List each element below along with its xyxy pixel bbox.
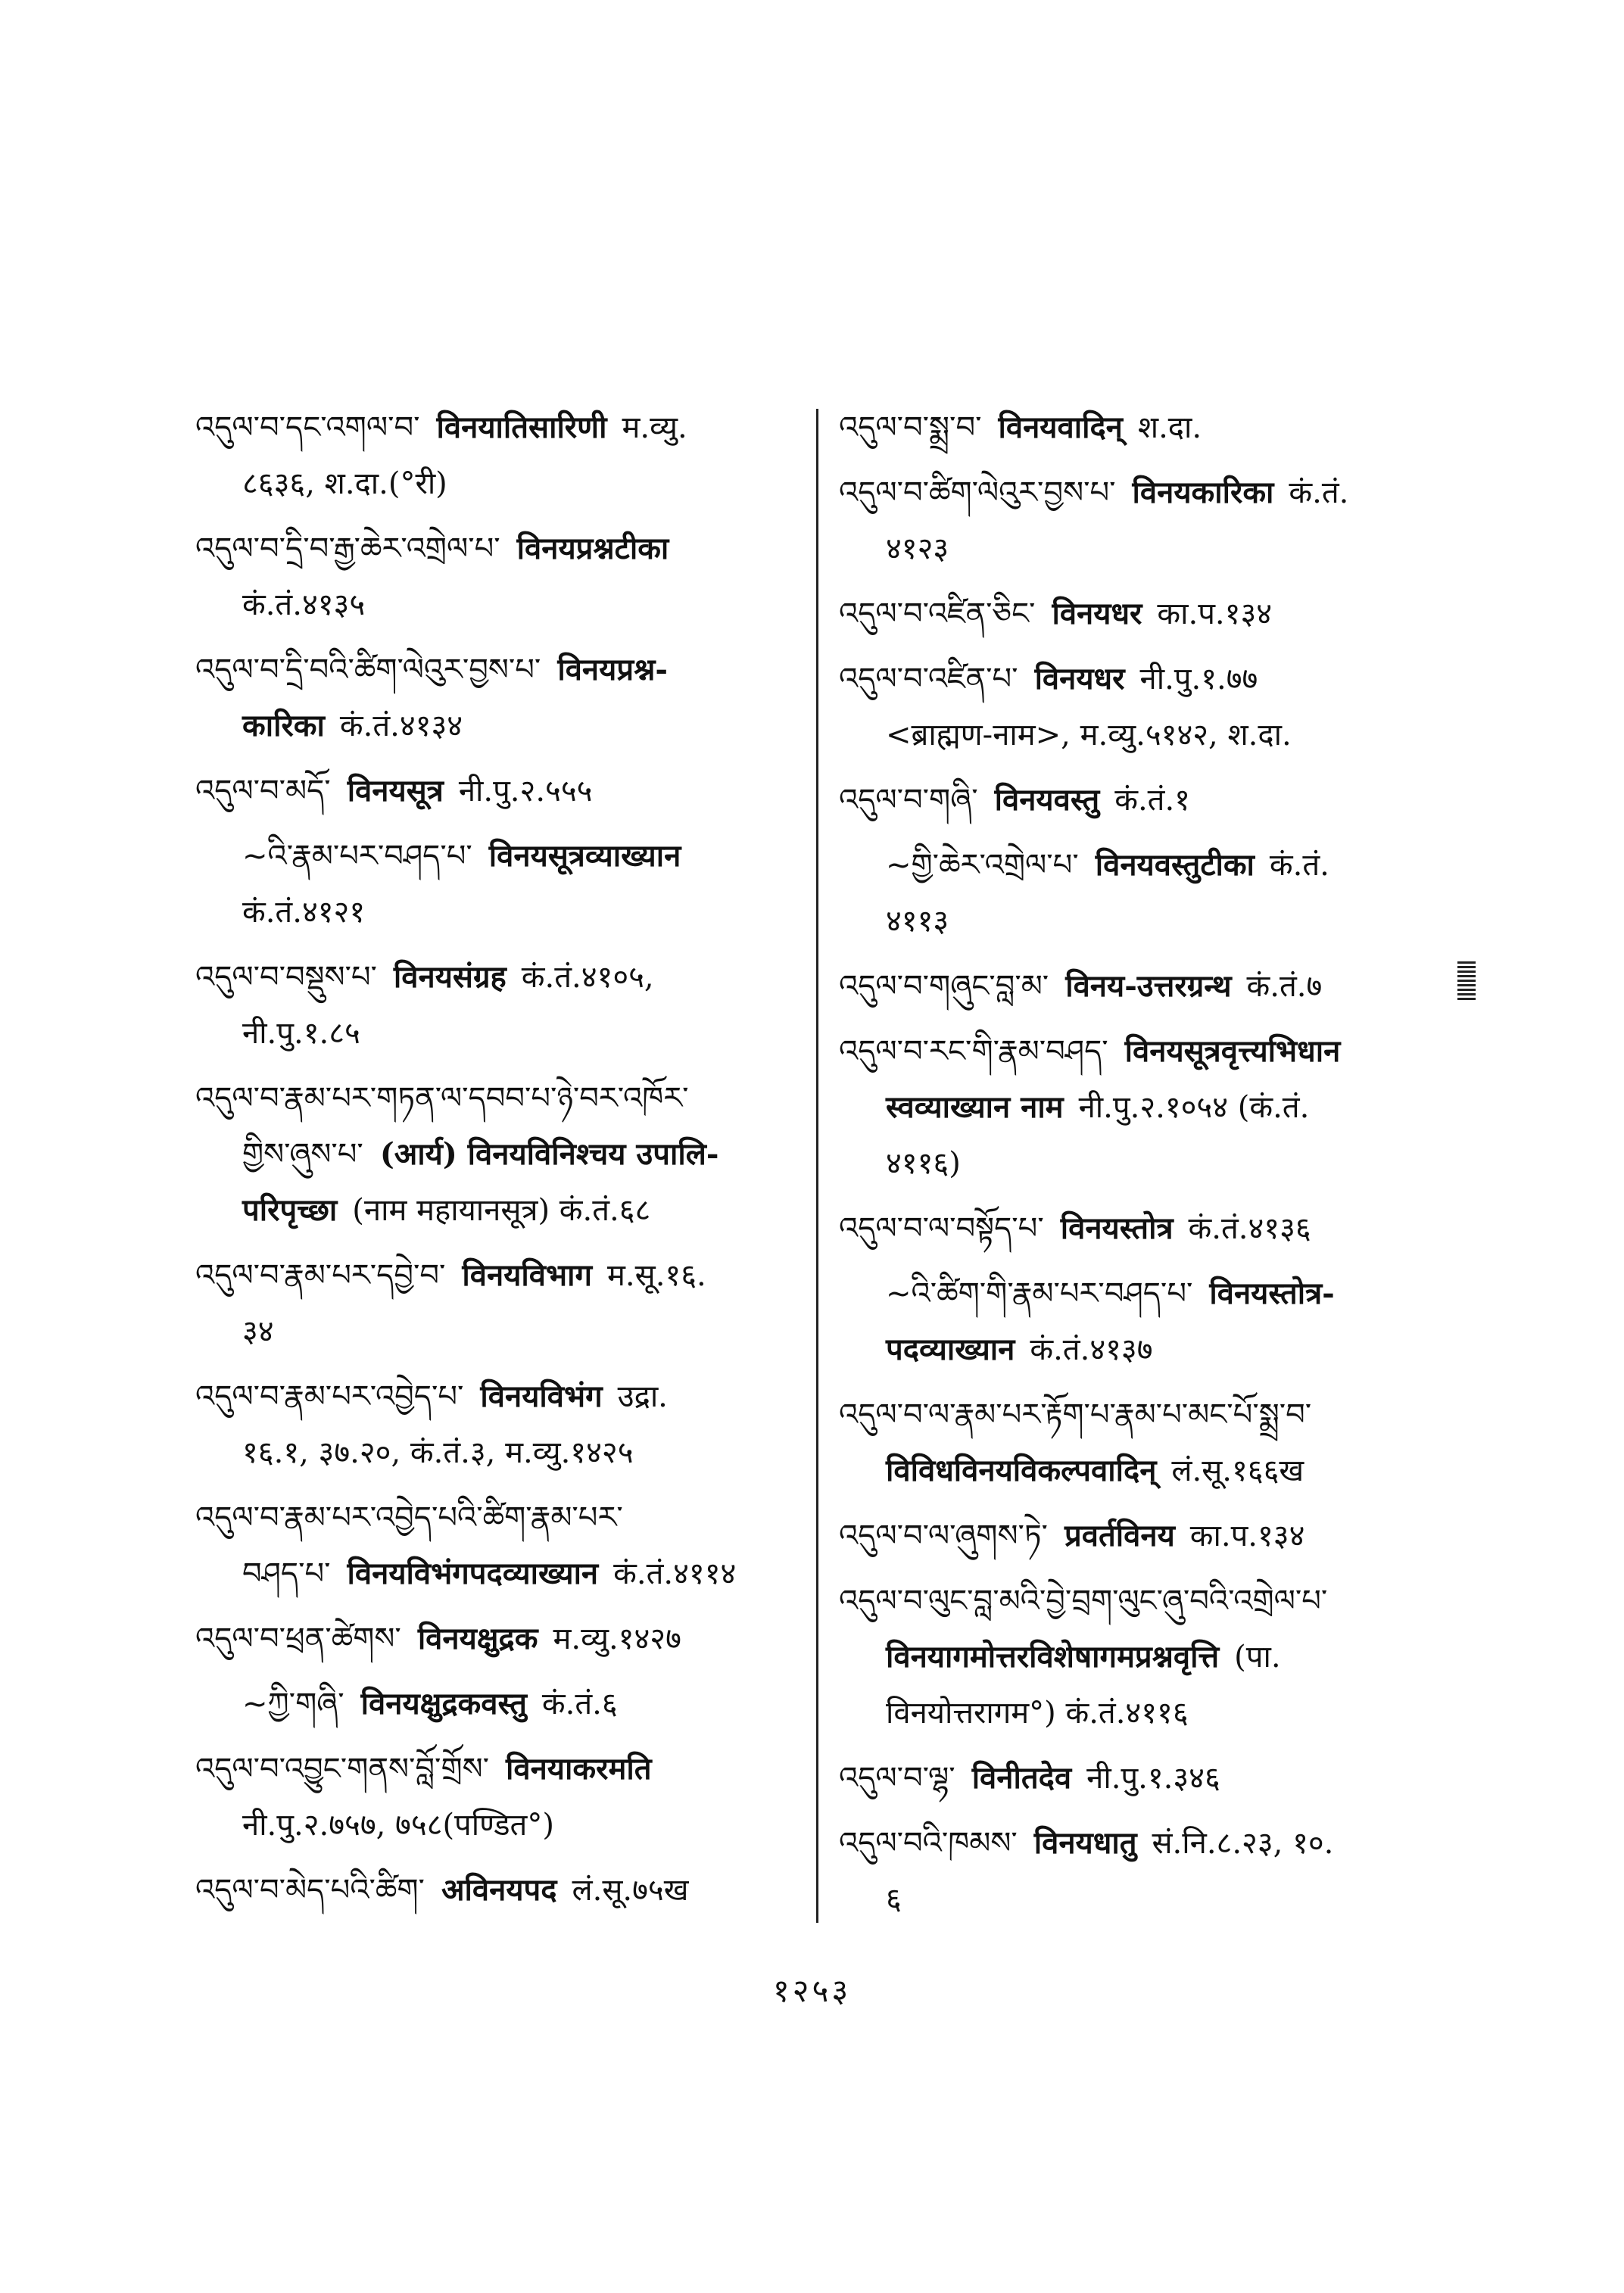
sanskrit-equivalent: कारिका	[242, 708, 325, 743]
dictionary-entry	[839, 772, 1445, 828]
tibetan-headword: འདུལ་བ་འཛིན་པ་	[839, 662, 1018, 696]
tibetan-headword: གྱིས་ཞུས་པ་	[242, 1137, 363, 1172]
entry-line	[839, 707, 1445, 763]
entry-line	[839, 651, 1445, 707]
entry-line	[195, 521, 801, 577]
tibetan-headword: འདུལ་བ་སྨྲ་བ་	[839, 410, 982, 445]
entry-line	[839, 400, 1445, 456]
dictionary-entry	[839, 1201, 1445, 1257]
dictionary-entry	[839, 651, 1445, 763]
sanskrit-equivalent: विनयविभंग	[480, 1379, 603, 1414]
entry-line	[195, 1369, 801, 1425]
sanskrit-equivalent: विनयसूत्रव्याख्यान	[488, 838, 681, 874]
dictionary-entry	[839, 1815, 1445, 1927]
entry-line	[195, 1070, 801, 1126]
source-reference: विनयोत्तरागम°) कं.तं.४११६	[886, 1696, 1189, 1731]
entry-line	[195, 1546, 801, 1602]
source-reference: नी.पु.१.३४६	[1086, 1761, 1220, 1796]
dictionary-entry	[195, 763, 801, 819]
tibetan-headword: འདུལ་བ་ལ་རྣམ་པར་རྟོག་པ་རྣམ་པ་མང་པོ་སྨྲ་བ་	[839, 1397, 1312, 1432]
entry-line	[839, 1508, 1445, 1564]
dictionary-entry	[195, 1490, 801, 1602]
source-reference: का.प.१३४	[1189, 1519, 1305, 1553]
source-reference: नी.पु.२.७५७, ७५८(पण्डित°)	[242, 1808, 554, 1843]
entry-line	[839, 1266, 1445, 1322]
source-reference: कं.तं.४१३५	[242, 587, 366, 622]
source-reference: कं.तं.४१२१	[242, 895, 366, 930]
tibetan-headword: འདུལ་བ་འཛིན་ཅིང་	[839, 597, 1036, 631]
sanskrit-equivalent: विनयक्षुद्रक	[417, 1621, 538, 1656]
tibetan-headword: འདུལ་བ་གཞི་	[839, 783, 978, 818]
sanskrit-equivalent: विनयधर	[1034, 661, 1125, 696]
source-reference: ८६३६, श.दा.(°री)	[242, 466, 447, 501]
dictionary-entry	[195, 1611, 801, 1667]
entry-line	[195, 1741, 801, 1797]
dictionary-entry	[839, 586, 1445, 642]
sanskrit-equivalent: विनयकारिका	[1132, 475, 1274, 510]
tibetan-headword: འདུལ་བ་མདོ་	[195, 774, 331, 808]
entry-line	[195, 698, 801, 754]
entry-line	[195, 1248, 801, 1304]
entry-line	[195, 456, 801, 512]
dictionary-entry	[195, 1676, 801, 1732]
source-reference: लं.सू.७५ख	[572, 1873, 689, 1908]
tibetan-headword: འདུལ་བ་དྲི་བའི་ཚིག་ལེའུར་བྱས་པ་	[195, 653, 541, 687]
dictionary-entry	[839, 1573, 1445, 1741]
sanskrit-equivalent: (आर्य) विनयविनिश्चय उपालि-	[379, 1136, 719, 1172]
source-reference: कं.तं.४१३७	[1030, 1332, 1153, 1367]
entry-line	[839, 1201, 1445, 1257]
tibetan-headword: འདུལ་བ་ལྷ་	[839, 1761, 955, 1796]
entry-line	[195, 1611, 801, 1667]
sanskrit-equivalent: विनयवस्तुटीका	[1095, 847, 1255, 883]
entry-line	[195, 949, 801, 1005]
tibetan-headword: འདུལ་བ་བསྡུས་པ་	[195, 960, 377, 995]
source-reference: ४११६)	[886, 1146, 961, 1181]
entry-line	[839, 1136, 1445, 1192]
source-reference: म.व्यु.१४२७	[553, 1622, 681, 1656]
sanskrit-equivalent: विनयवस्तु	[994, 782, 1100, 818]
source-reference: ४११३	[886, 904, 949, 939]
right-column	[839, 400, 1445, 1936]
tibetan-headword: ~གྱི་ཆེར་འགྲེལ་པ་	[886, 848, 1079, 883]
source-reference: नी.पु.२.१०५४ (कं.तं.	[1078, 1090, 1310, 1125]
dictionary-entry	[839, 465, 1445, 577]
tibetan-headword: འདུལ་བ་ལ་བསྟོད་པ་	[839, 1211, 1044, 1246]
dictionary-entry	[195, 1741, 801, 1853]
entry-line	[839, 521, 1445, 577]
tibetan-headword: འདུལ་བ་རྣམ་པར་གཏན་ལ་དབབ་པ་ཉེ་བར་འཁོར་	[195, 1081, 689, 1116]
dictionary-entry	[195, 1248, 801, 1360]
entry-line	[839, 1750, 1445, 1806]
entry-line	[195, 1490, 801, 1546]
entry-line	[195, 1005, 801, 1061]
dictionary-entry	[195, 642, 801, 754]
tibetan-headword: འདུལ་བ་འབྱུང་གནས་བློ་གྲོས་	[195, 1752, 489, 1787]
column-divider	[816, 409, 818, 1923]
sanskrit-equivalent: स्वव्याख्यान नाम	[886, 1089, 1064, 1125]
source-reference: कं.तं.४१३४	[339, 709, 463, 743]
source-reference: ३४	[242, 1314, 274, 1349]
source-reference: म.सू.१६.	[607, 1258, 706, 1293]
source-reference: नी.पु.१.८५	[242, 1016, 360, 1051]
entry-line	[839, 1023, 1445, 1080]
entry-line	[839, 1815, 1445, 1871]
dictionary-entry	[195, 1369, 801, 1481]
entry-line	[195, 1797, 801, 1853]
source-reference: ६	[886, 1882, 902, 1917]
dictionary-entry	[839, 400, 1445, 456]
entry-line	[839, 772, 1445, 828]
source-reference: कं.तं.४१३६	[1188, 1211, 1311, 1246]
source-reference: (पा.	[1234, 1640, 1281, 1675]
dictionary-entry	[839, 837, 1445, 949]
entry-line	[195, 400, 801, 456]
tibetan-headword: འདུལ་བ་དྲི་བ་རྒྱ་ཆེར་འགྲེལ་པ་	[195, 531, 500, 566]
tibetan-headword: འདུལ་བ་རྣམ་པར་འབྱེད་པའི་ཚིག་རྣམ་པར་	[195, 1500, 623, 1535]
source-reference: (नाम महायानसूत्र) कं.तं.६८	[352, 1193, 651, 1228]
source-reference: कं.तं.७	[1246, 969, 1323, 1004]
source-reference: श.दा.	[1137, 410, 1202, 445]
sanskrit-equivalent: प्रवर्तविनय	[1064, 1518, 1175, 1553]
sanskrit-equivalent: अविनयपद	[441, 1872, 557, 1908]
source-reference: कं.तं.४१०५,	[521, 960, 654, 995]
sanskrit-equivalent: विनयातिसारिणी	[436, 410, 607, 445]
entry-line	[195, 1304, 801, 1360]
tibetan-headword: ~འི་ཚིག་གི་རྣམ་པར་བཤད་པ་	[886, 1276, 1193, 1311]
dictionary-entry	[195, 1862, 801, 1918]
entry-line	[195, 1425, 801, 1481]
source-reference: ४१२३	[886, 531, 949, 566]
entry-line	[195, 1182, 801, 1238]
dictionary-entry	[839, 1508, 1445, 1564]
tibetan-headword: འདུལ་བ་གཞུང་བླ་མ་	[839, 969, 1049, 1004]
sanskrit-equivalent: पदव्याख्यान	[886, 1332, 1015, 1367]
entry-line	[195, 1126, 801, 1182]
entry-line	[839, 837, 1445, 893]
source-reference: लं.सू.१६६ख	[1171, 1453, 1304, 1488]
entry-line	[839, 465, 1445, 521]
entry-line	[195, 884, 801, 940]
sanskrit-equivalent: विनयधातु	[1033, 1825, 1137, 1861]
sanskrit-equivalent: विनयसूत्रवृत्त्यभिधान	[1124, 1033, 1341, 1069]
source-reference: नी.पु.२.५५५	[458, 774, 593, 808]
sanskrit-equivalent: विनयक्षुद्रकवस्तु	[360, 1686, 527, 1721]
source-reference: का.प.१३४	[1157, 597, 1273, 631]
sanskrit-equivalent: विविधविनयविकल्पवादिन्	[886, 1453, 1157, 1488]
entry-line	[839, 1573, 1445, 1629]
tibetan-headword: འདུལ་བ་མེད་པའི་ཚིག་	[195, 1873, 425, 1908]
entry-line	[839, 1685, 1445, 1741]
tibetan-headword: འདུལ་བ་ལ་ཞུགས་ཏེ་	[839, 1519, 1048, 1553]
dictionary-entry	[195, 400, 801, 512]
sanskrit-equivalent: विनयस्तोत्र	[1060, 1210, 1174, 1246]
dictionary-entry	[839, 1023, 1445, 1192]
dictionary-entry	[839, 958, 1445, 1014]
sanskrit-equivalent: विनयविभंगपदव्याख्यान	[347, 1556, 599, 1591]
sanskrit-equivalent: विनयप्रश्न-	[557, 652, 668, 687]
sanskrit-equivalent: विनयाकरमति	[506, 1751, 652, 1787]
page-number: १२५३	[772, 1972, 852, 2009]
tibetan-headword: ~ཀྱི་གཞི་	[242, 1687, 344, 1721]
tibetan-headword: འདུལ་བ་རྣམ་པར་འབྱེད་པ་	[195, 1379, 464, 1414]
source-reference: कं.तं.४११४	[613, 1556, 737, 1591]
sanskrit-equivalent: विनय-उत्तरग्रन्थ	[1065, 968, 1232, 1004]
dictionary-entry	[195, 521, 801, 633]
sanskrit-equivalent: विनयविभाग	[462, 1257, 593, 1293]
dictionary-entry	[195, 828, 801, 940]
source-reference: <ब्राह्मण-नाम>, म.व्यु.५१४२, श.दा.	[886, 718, 1292, 752]
dictionary-entry	[195, 949, 801, 1061]
tibetan-headword: འདུལ་བའི་ཁམས་	[839, 1826, 1018, 1861]
source-reference: १६.१, ३७.२०, कं.तं.३, म.व्यु.१४२५	[242, 1435, 634, 1470]
source-reference: कं.तं.१	[1114, 783, 1190, 818]
source-reference: कं.तं.	[1269, 848, 1329, 883]
entry-line	[839, 1322, 1445, 1378]
tibetan-headword: ~འི་རྣམ་པར་བཤད་པ་	[242, 839, 472, 874]
tibetan-headword: འདུལ་བ་དང་འགལ་བ་	[195, 410, 420, 445]
sanskrit-equivalent: विनयसंग्रह	[393, 959, 507, 995]
sanskrit-equivalent: विनयस्तोत्र-	[1209, 1276, 1335, 1311]
entry-line	[195, 642, 801, 698]
entry-line	[839, 1080, 1445, 1136]
entry-line	[195, 1676, 801, 1732]
entry-line	[839, 1387, 1445, 1443]
source-reference: सं.नि.८.२३, १०.	[1152, 1826, 1334, 1861]
entry-line	[839, 1871, 1445, 1927]
tibetan-headword: འདུལ་བ་ཚིག་ལེའུར་བྱས་པ་	[839, 475, 1116, 510]
entry-line	[195, 577, 801, 633]
entry-line	[195, 1862, 801, 1918]
left-column	[195, 400, 801, 1927]
source-reference: कं.तं.	[1289, 475, 1349, 510]
entry-line	[839, 893, 1445, 949]
tibetan-headword: འདུལ་བ་ཕྲན་ཚེགས་	[195, 1622, 401, 1656]
margin-mark	[1457, 961, 1476, 1001]
sanskrit-equivalent: विनयसूत्र	[347, 773, 444, 808]
sanskrit-equivalent: परिपृच्छा	[242, 1192, 338, 1228]
source-reference: म.व्यु.	[622, 410, 687, 445]
entry-line	[195, 763, 801, 819]
dictionary-entry	[195, 1070, 801, 1238]
source-reference: नी.पु.१.७७	[1139, 662, 1258, 696]
dictionary-entry	[839, 1750, 1445, 1806]
sanskrit-equivalent: विनीतदेव	[971, 1760, 1072, 1796]
sanskrit-equivalent: विनयधर	[1052, 596, 1142, 631]
dictionary-entry	[839, 1266, 1445, 1378]
dictionary-entry	[839, 1387, 1445, 1499]
sanskrit-equivalent: विनयागमोत्तरविशेषागमप्रश्नवृत्ति	[886, 1639, 1220, 1675]
entry-line	[195, 828, 801, 884]
sanskrit-equivalent: विनयवादिन्	[998, 410, 1123, 445]
tibetan-headword: བཤད་པ་	[242, 1556, 331, 1591]
tibetan-headword: འདུལ་བ་རྣམ་པར་དབྱེ་བ་	[195, 1258, 446, 1293]
tibetan-headword: འདུལ་བ་ལུང་བླ་མའི་བྱེ་བྲག་ལུང་ཞུ་བའི་འགྲེལ་པ་	[839, 1584, 1328, 1618]
entry-line	[839, 958, 1445, 1014]
entry-line	[839, 1443, 1445, 1499]
sanskrit-equivalent: विनयप्रश्नटीका	[516, 531, 669, 566]
tibetan-headword: འདུལ་བ་རང་གི་རྣམ་བཤད་	[839, 1034, 1108, 1069]
entry-line	[839, 586, 1445, 642]
entry-line	[839, 1629, 1445, 1685]
source-reference: उद्रा.	[617, 1379, 668, 1414]
source-reference: कं.तं.६	[541, 1687, 618, 1721]
